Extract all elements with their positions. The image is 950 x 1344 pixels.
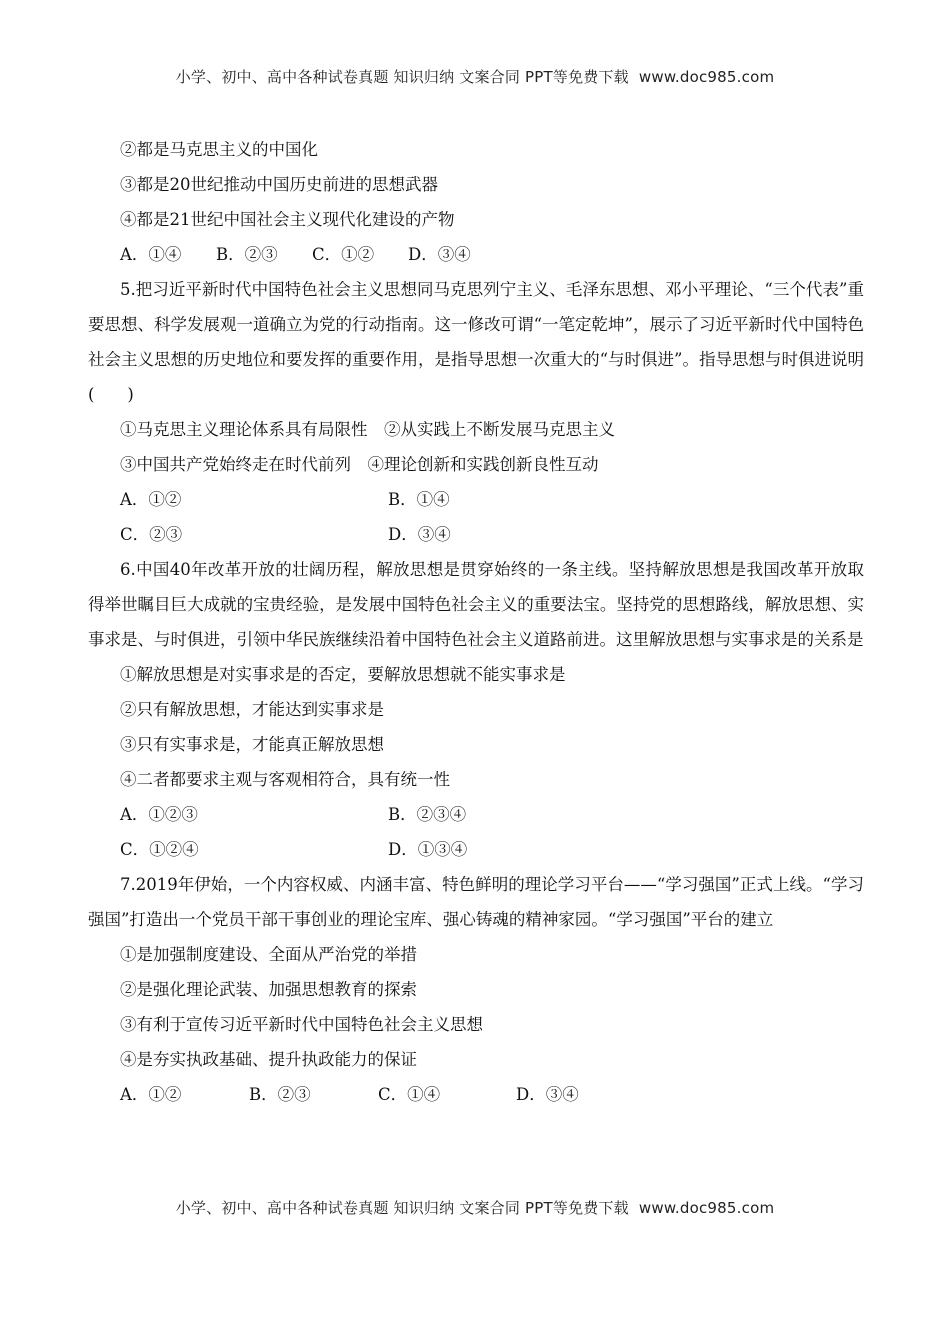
q4-option-a: A．①④ <box>120 245 182 264</box>
q7-option-d: D．③④ <box>516 1085 579 1104</box>
q6-item-4: ④二者都要求主观与客观相符合，具有统一性 <box>120 770 450 789</box>
q6-item-3: ③只有实事求是，才能真正解放思想 <box>120 735 384 754</box>
q5-options-row-2 <box>88 517 864 552</box>
q6-options-row-1 <box>88 797 864 832</box>
q5-options-row-1 <box>88 482 864 517</box>
q7-item-1: ①是加强制度建设、全面从严治党的举措 <box>120 945 417 964</box>
q6-option-a: A．①②③ <box>120 805 198 824</box>
q7-stem: 7.2019年伊始，一个内容权威、内涵丰富、特色鲜明的理论学习平台——“学习强国”正式上线。“学习强国”打造出一个党员干部干事创业的理论宝库、强心铸魂的精神家园。“学习强国”平台的建立 <box>88 875 864 929</box>
q7-options <box>88 1077 864 1112</box>
q5-items-row-1: ①马克思主义理论体系具有局限性 ②从实践上不断发展马克思主义 <box>120 420 615 439</box>
q7-item-3: ③有利于宣传习近平新时代中国特色社会主义思想 <box>120 1015 483 1034</box>
q4-option-c: C．①② <box>312 245 375 264</box>
q7-option-c: C．①④ <box>378 1085 441 1104</box>
exam-content <box>88 132 864 1112</box>
banner-text: 小学、初中、高中各种试卷真题 知识归纳 文案合同 PPT等免费下载 <box>175 1199 629 1217</box>
q5-stem: 5.把习近平新时代中国特色社会主义思想同马克思列宁主义、毛泽东思想、邓小平理论、“三个代表”重要思想、科学发展观一道确立为党的行动指南。这一修改可谓“一笔定乾坤”，展示了习近平新时代中国特色社会主义思想的历史地位和要发挥的重要作用，是指导思想一次重大的“与时俱进”。指导思想与时俱进说明( ) <box>88 280 864 404</box>
q5-option-c: C．②③ <box>120 525 183 544</box>
q6-option-d: D．①③④ <box>388 840 468 859</box>
header-banner <box>0 66 950 87</box>
footer-banner <box>0 1197 950 1218</box>
banner-text: 小学、初中、高中各种试卷真题 知识归纳 文案合同 PPT等免费下载 <box>175 68 629 86</box>
q7-option-b: B．②③ <box>249 1085 311 1104</box>
q6-item-2: ②只有解放思想，才能达到实事求是 <box>120 700 384 719</box>
q4-item-4: ④都是21世纪中国社会主义现代化建设的产物 <box>120 210 455 229</box>
q6-option-b: B．②③④ <box>388 805 467 824</box>
banner-url[interactable]: www.doc985.com <box>638 68 775 86</box>
q5-option-d: D．③④ <box>388 525 451 544</box>
q6-stem: 6.中国40年改革开放的壮阔历程，解放思想是贯穿始终的一条主线。坚持解放思想是我国改革开放取得举世瞩目巨大成就的宝贵经验，是发展中国特色社会主义的重要法宝。坚持党的思想路线，解放思想、实事求是、与时俱进，引领中华民族继续沿着中国特色社会主义道路前进。这里解放思想与实事求是的关系是 <box>88 560 864 649</box>
q4-item-2: ②都是马克思主义的中国化 <box>120 140 318 159</box>
q5-option-b: B．①④ <box>388 490 450 509</box>
q5-items-row-2: ③中国共产党始终走在时代前列 ④理论创新和实践创新良性互动 <box>120 455 599 474</box>
q4-item-3: ③都是20世纪推动中国历史前进的思想武器 <box>120 175 438 194</box>
q6-item-1: ①解放思想是对实事求是的否定，要解放思想就不能实事求是 <box>120 665 566 684</box>
q4-options <box>88 237 864 272</box>
q7-item-4: ④是夯实执政基础、提升执政能力的保证 <box>120 1050 417 1069</box>
q6-option-c: C．①②④ <box>120 840 199 859</box>
banner-url[interactable]: www.doc985.com <box>638 1199 775 1217</box>
q7-item-2: ②是强化理论武装、加强思想教育的探索 <box>120 980 417 999</box>
q5-option-a: A．①② <box>120 490 182 509</box>
q6-options-row-2 <box>88 832 864 867</box>
q4-option-b: B．②③ <box>216 245 278 264</box>
q4-option-d: D．③④ <box>408 245 471 264</box>
q7-option-a: A．①② <box>120 1085 182 1104</box>
